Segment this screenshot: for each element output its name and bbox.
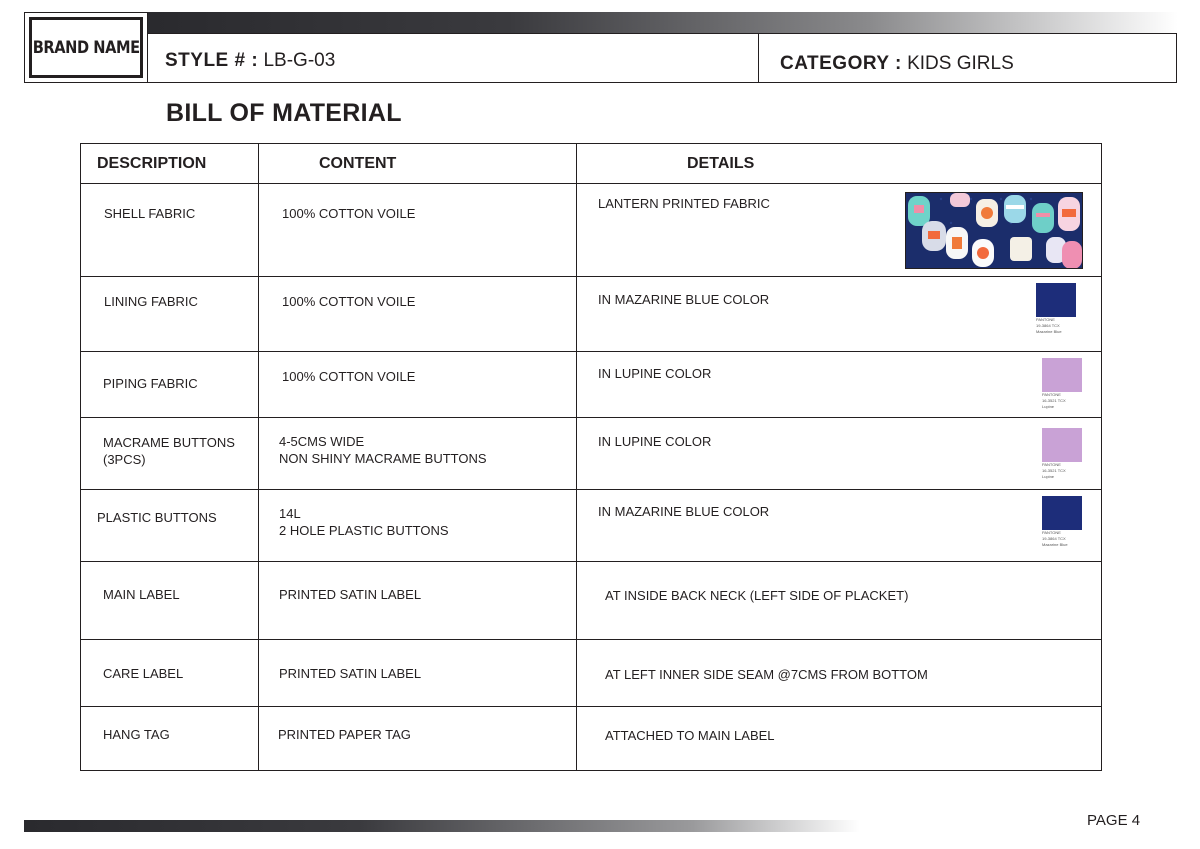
header-divider bbox=[758, 34, 759, 82]
card-name-text: Lupine bbox=[1042, 404, 1055, 409]
card-code-text: 19-3864 TCX bbox=[1042, 536, 1066, 541]
column-header-label: CONTENT bbox=[319, 154, 397, 172]
category-value: KIDS GIRLS bbox=[907, 53, 1014, 74]
header-info-row bbox=[148, 33, 1177, 83]
content-text: 100% COTTON VOILE bbox=[282, 294, 416, 309]
column-header-label: DETAILS bbox=[687, 154, 755, 172]
details-text: IN MAZARINE BLUE COLOR bbox=[598, 292, 770, 307]
details-text: IN MAZARINE BLUE COLOR bbox=[598, 504, 770, 519]
style-field bbox=[165, 50, 335, 72]
description-text: MACRAME BUTTONS (3PCS) bbox=[103, 435, 235, 467]
style-label: STYLE # : bbox=[165, 50, 259, 71]
content-text: PRINTED SATIN LABEL bbox=[279, 666, 422, 681]
card-brand-text: PANTONE bbox=[1042, 462, 1061, 467]
brand-logo bbox=[24, 12, 148, 83]
card-name-text: Lupine bbox=[1042, 474, 1055, 479]
content-cell bbox=[259, 562, 577, 640]
column-header-description bbox=[81, 144, 259, 184]
pantone-color-card bbox=[1039, 493, 1085, 548]
header-gradient-bar bbox=[148, 12, 1178, 33]
details-text: IN LUPINE COLOR bbox=[598, 366, 712, 381]
brand-logo-frame bbox=[29, 17, 143, 78]
table-row bbox=[81, 352, 1102, 418]
description-text: LINING FABRIC bbox=[104, 294, 198, 309]
table-row bbox=[81, 562, 1102, 640]
pantone-color-card bbox=[1033, 280, 1079, 335]
color-chip bbox=[1042, 496, 1082, 530]
column-header-content bbox=[259, 144, 577, 184]
details-text: LANTERN PRINTED FABRIC bbox=[598, 196, 770, 211]
table-row bbox=[81, 640, 1102, 707]
color-chip bbox=[1042, 428, 1082, 462]
details-cell bbox=[577, 490, 1102, 562]
description-text: PIPING FABRIC bbox=[103, 376, 198, 391]
table-row bbox=[81, 490, 1102, 562]
details-text: AT LEFT INNER SIDE SEAM @7CMS FROM BOTTOM bbox=[605, 667, 928, 682]
content-text: PRINTED PAPER TAG bbox=[278, 727, 411, 742]
description-text: PLASTIC BUTTONS bbox=[97, 510, 217, 525]
category-label: CATEGORY : bbox=[780, 53, 902, 74]
pantone-color-card bbox=[1039, 425, 1085, 480]
content-text: PRINTED SATIN LABEL bbox=[279, 587, 422, 602]
content-text: 100% COTTON VOILE bbox=[282, 206, 416, 221]
description-text: MAIN LABEL bbox=[103, 587, 180, 602]
details-text: IN LUPINE COLOR bbox=[598, 434, 712, 449]
details-cell bbox=[577, 562, 1102, 640]
details-text: AT INSIDE BACK NECK (LEFT SIDE OF PLACKET) bbox=[605, 588, 909, 603]
card-code-text: 16-3521 TCX bbox=[1042, 468, 1066, 473]
card-name-text: Mazarine Blue bbox=[1042, 542, 1068, 547]
content-text: 100% COTTON VOILE bbox=[282, 369, 416, 384]
content-cell bbox=[259, 184, 577, 277]
color-chip bbox=[1042, 358, 1082, 392]
page-number: PAGE 4 bbox=[1087, 812, 1141, 829]
description-cell bbox=[81, 184, 259, 277]
column-header-details bbox=[577, 144, 1102, 184]
category-field bbox=[780, 53, 1014, 75]
bill-of-material-table bbox=[80, 143, 1102, 771]
card-brand-text: PANTONE bbox=[1036, 317, 1055, 322]
pantone-color-card bbox=[1039, 355, 1085, 410]
table-row bbox=[81, 707, 1102, 771]
column-header-label: DESCRIPTION bbox=[97, 154, 207, 172]
description-cell bbox=[81, 707, 259, 771]
description-cell bbox=[81, 418, 259, 490]
card-code-text: 16-3521 TCX bbox=[1042, 398, 1066, 403]
color-chip bbox=[1036, 283, 1076, 317]
description-cell bbox=[81, 562, 259, 640]
table-row bbox=[81, 184, 1102, 277]
description-text: SHELL FABRIC bbox=[104, 206, 196, 221]
description-cell bbox=[81, 490, 259, 562]
content-cell bbox=[259, 352, 577, 418]
details-cell bbox=[577, 352, 1102, 418]
details-cell bbox=[577, 184, 1102, 277]
card-name-text: Mazarine Blue bbox=[1036, 329, 1062, 334]
content-cell bbox=[259, 418, 577, 490]
page-title: BILL OF MATERIAL bbox=[166, 99, 402, 127]
description-cell bbox=[81, 352, 259, 418]
details-cell bbox=[577, 707, 1102, 771]
description-text: HANG TAG bbox=[103, 727, 170, 742]
description-cell bbox=[81, 640, 259, 707]
content-text: 14L 2 HOLE PLASTIC BUTTONS bbox=[279, 506, 449, 538]
description-text: CARE LABEL bbox=[103, 666, 184, 681]
lantern-print-swatch bbox=[905, 192, 1083, 269]
content-cell bbox=[259, 490, 577, 562]
details-cell bbox=[577, 277, 1102, 352]
card-brand-text: PANTONE bbox=[1042, 392, 1061, 397]
brand-name: BRAND NAME bbox=[32, 37, 140, 58]
content-cell bbox=[259, 707, 577, 771]
table-row bbox=[81, 418, 1102, 490]
card-code-text: 19-3864 TCX bbox=[1036, 323, 1060, 328]
table-row bbox=[81, 277, 1102, 352]
table-header-row bbox=[81, 144, 1102, 184]
style-value: LB-G-03 bbox=[263, 50, 336, 71]
content-cell bbox=[259, 640, 577, 707]
description-cell bbox=[81, 277, 259, 352]
footer-gradient-bar bbox=[24, 820, 860, 832]
details-text: ATTACHED TO MAIN LABEL bbox=[605, 728, 775, 743]
content-text: 4-5CMS WIDE NON SHINY MACRAME BUTTONS bbox=[279, 434, 487, 466]
content-cell bbox=[259, 277, 577, 352]
details-cell bbox=[577, 418, 1102, 490]
card-brand-text: PANTONE bbox=[1042, 530, 1061, 535]
details-cell bbox=[577, 640, 1102, 707]
